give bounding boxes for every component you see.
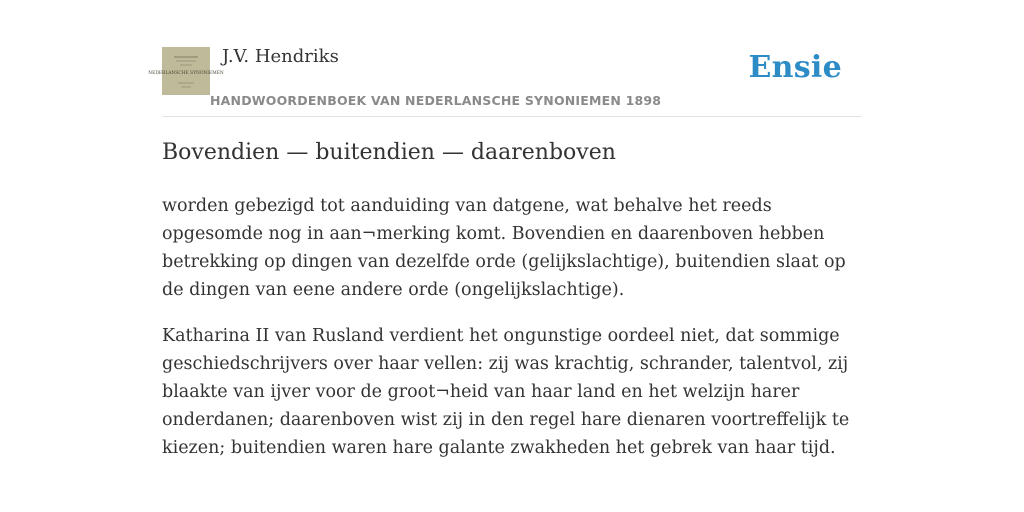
author-name[interactable]: J.V. Hendriks [222,46,339,67]
article-body [162,192,862,480]
book-cover-icon [148,47,224,95]
header [148,0,862,117]
brand-logo[interactable]: Ensie [748,50,842,85]
page-title: Bovendien — buitendien — daarenboven [162,140,616,165]
article-paragraph: Katharina II van Rusland verdient het ongunstige oordeel niet, dat sommige geschiedschrijvers over haar vellen: zij was krachtig, schrander, talentvol, zij blaakte van ijver voor de groot¬heid van haar land en het welzijn harer onderdanen; daarenboven wist zij in den regel hare dienaren voortreffelijk te kiezen; buitendien waren hare galante zwakheden het gebrek van haar tijd. [162,326,850,458]
content-container [148,0,862,458]
source-title[interactable]: HANDWOORDENBOEK VAN NEDERLANSCHE SYNONIEMEN 1898 [210,93,662,108]
article-paragraph: worden gebezigd tot aanduiding van datgene, wat behalve het reeds opgesomde nog in aan¬merking komt. Bovendien en daarenboven hebben betrekking op dingen van dezelfde orde (gelijkslachtige), buitendien slaat op de dingen van eene andere orde (ongelijkslachtige). [162,196,846,300]
avatar[interactable] [148,47,224,95]
avatar-cover-text: NEDERLANSCHE SYNONIEMEN [148,71,224,76]
